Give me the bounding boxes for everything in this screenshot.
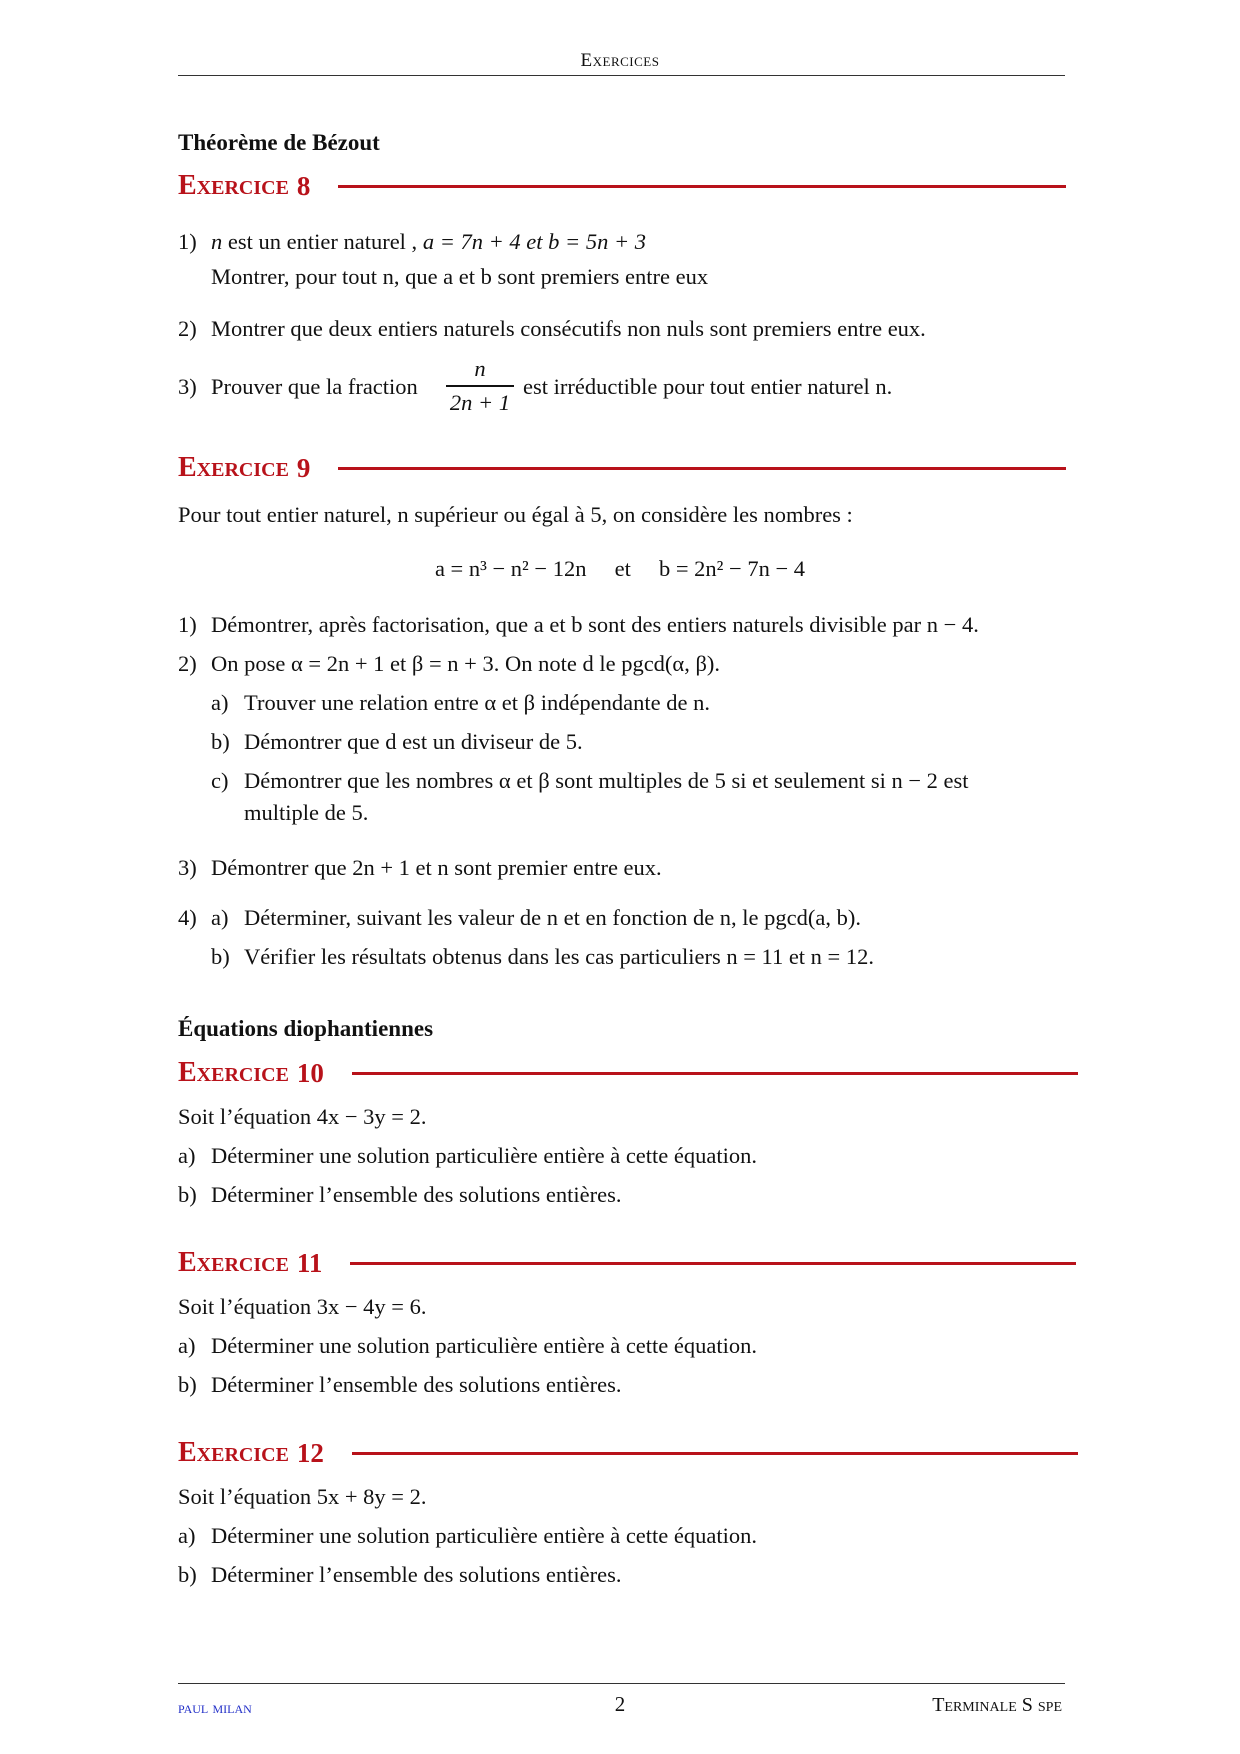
ex12-intro: Soit l’équation 5x + 8y = 2. xyxy=(178,1484,427,1509)
exercise-9-heading xyxy=(178,452,1066,484)
ex10-qa-number: a) xyxy=(178,1143,196,1168)
ex8-q2-text: Montrer que deux entiers naturels consécutifs non nuls sont premiers entre eux. xyxy=(211,316,926,341)
ex8-q3-text-a: Prouver que la fraction xyxy=(211,374,418,399)
exercise-rule xyxy=(338,185,1066,188)
exercise-number: 12 xyxy=(296,1437,324,1468)
exercise-12-heading xyxy=(178,1437,1078,1469)
exercise-label: Exercice xyxy=(178,1057,289,1088)
ex9-q2-text: On pose α = 2n + 1 et β = n + 3. On note d le pgcd(α, β). xyxy=(211,651,721,676)
ex8-q1-line2: Montrer, pour tout n, que a et b sont premiers entre eux xyxy=(211,264,709,289)
ex11-intro: Soit l’équation 3x − 4y = 6. xyxy=(178,1294,427,1319)
ex9-q2c-number: c) xyxy=(211,768,229,793)
exercise-label: Exercice xyxy=(178,170,289,201)
footer-course: Terminale S spe xyxy=(932,1694,1062,1716)
exercise-number: 10 xyxy=(296,1057,324,1088)
ex9-q4b-number: b) xyxy=(211,944,230,969)
ex10-qb-text: Déterminer l’ensemble des solutions entières. xyxy=(211,1182,622,1207)
exercise-11-heading xyxy=(178,1247,1076,1279)
ex10-qa-text: Déterminer une solution particulière entière à cette équation. xyxy=(211,1143,758,1168)
ex8-q1-number: 1) xyxy=(178,229,197,254)
ex9-q2b-number: b) xyxy=(211,729,230,754)
ex8-q1-text: n est un entier naturel , a = 7n + 4 et b = 5n + 3 xyxy=(211,229,647,254)
ex12-qb-number: b) xyxy=(178,1562,197,1587)
ex10-qb-number: b) xyxy=(178,1182,197,1207)
footer-page-number: 2 xyxy=(614,1692,626,1716)
ex9-q4a-number: a) xyxy=(211,905,229,930)
section-title-bezout: Théorème de Bézout xyxy=(178,130,380,155)
ex8-q3-fraction xyxy=(446,356,514,416)
exercise-rule xyxy=(350,1262,1076,1265)
ex8-q3-text-b: est irréductible pour tout entier naturel n. xyxy=(523,374,893,399)
ex9-q2-number: 2) xyxy=(178,651,197,676)
ex9-intro: Pour tout entier naturel, n supérieur ou égal à 5, on considère les nombres : xyxy=(178,502,853,527)
ex10-intro: Soit l’équation 4x − 3y = 2. xyxy=(178,1104,427,1129)
exercise-label: Exercice xyxy=(178,1247,289,1278)
page-header-title: Exercices xyxy=(580,50,660,71)
ex9-q1-text: Démontrer, après factorisation, que a et b sont des entiers naturels divisible par n − 4. xyxy=(211,612,979,637)
exercise-rule xyxy=(352,1452,1078,1455)
exercise-8-heading xyxy=(178,170,1066,202)
ex9-q2c-text-line2: multiple de 5. xyxy=(244,800,369,825)
ex9-q4-number: 4) xyxy=(178,905,197,930)
ex11-qa-text: Déterminer une solution particulière entière à cette équation. xyxy=(211,1333,758,1358)
ex9-display-equation: a = n³ − n² − 12n et b = 2n² − 7n − 4 xyxy=(434,556,806,581)
footer-author: paul milan xyxy=(178,1698,252,1717)
exercise-label: Exercice xyxy=(178,452,289,483)
ex12-qa-number: a) xyxy=(178,1523,196,1548)
exercise-rule xyxy=(352,1072,1078,1075)
ex12-qa-text: Déterminer une solution particulière entière à cette équation. xyxy=(211,1523,758,1548)
ex8-q3-number: 3) xyxy=(178,374,197,399)
footer-rule xyxy=(178,1683,1065,1684)
ex9-q3-text: Démontrer que 2n + 1 et n sont premier entre eux. xyxy=(211,855,662,880)
fraction-numerator: n xyxy=(474,356,486,381)
section-title-diophantine: Équations diophantiennes xyxy=(178,1016,434,1041)
ex9-q2b-text: Démontrer que d est un diviseur de 5. xyxy=(244,729,583,754)
exercise-number: 11 xyxy=(296,1247,323,1278)
exercise-number: 8 xyxy=(296,170,311,201)
exercise-label: Exercice xyxy=(178,1437,289,1468)
ex9-q2c-text: Démontrer que les nombres α et β sont multiples de 5 si et seulement si n − 2 est xyxy=(244,768,969,793)
ex9-q3-number: 3) xyxy=(178,855,197,880)
ex9-q4a-text: Déterminer, suivant les valeur de n et en fonction de n, le pgcd(a, b). xyxy=(244,905,862,930)
ex11-qb-number: b) xyxy=(178,1372,197,1397)
ex11-qb-text: Déterminer l’ensemble des solutions entières. xyxy=(211,1372,622,1397)
exercise-rule xyxy=(338,467,1066,470)
ex9-q1-number: 1) xyxy=(178,612,197,637)
ex9-q4b-text: Vérifier les résultats obtenus dans les cas particuliers n = 11 et n = 12. xyxy=(244,944,874,969)
exercise-10-heading xyxy=(178,1057,1078,1089)
ex9-q2a-number: a) xyxy=(211,690,229,715)
ex8-q2-number: 2) xyxy=(178,316,197,341)
header-rule xyxy=(178,75,1065,76)
ex9-q2a-text: Trouver une relation entre α et β indépendante de n. xyxy=(244,690,711,715)
exercise-number: 9 xyxy=(296,452,311,483)
ex11-qa-number: a) xyxy=(178,1333,196,1358)
fraction-denominator: 2n + 1 xyxy=(449,389,511,415)
fraction-bar xyxy=(446,385,514,387)
ex12-qb-text: Déterminer l’ensemble des solutions entières. xyxy=(211,1562,622,1587)
